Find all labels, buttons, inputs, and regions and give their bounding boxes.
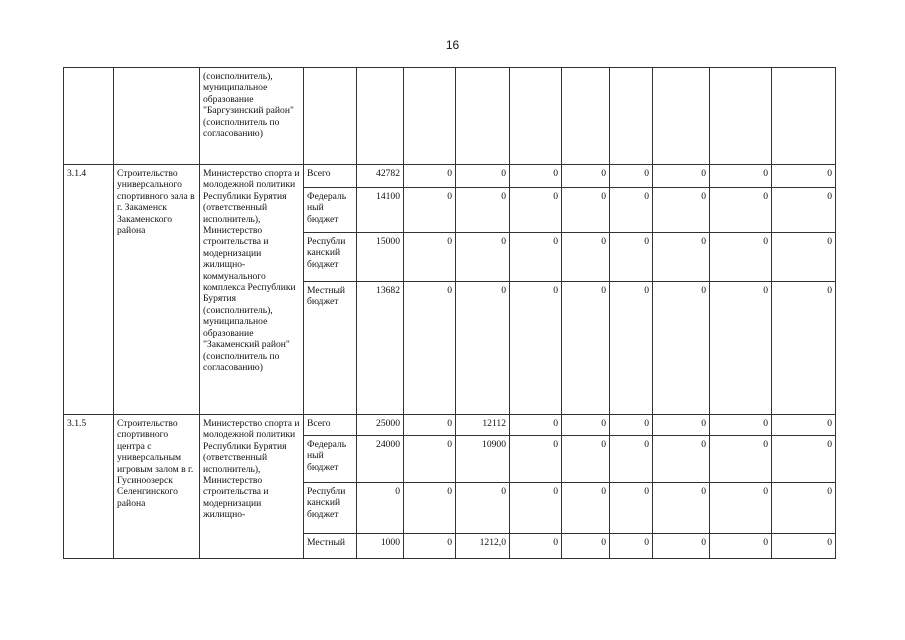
value-cell: 15000 xyxy=(357,233,404,282)
value-cell: 0 xyxy=(404,436,456,483)
value-cell: 0 xyxy=(710,415,772,436)
value-cell: 0 xyxy=(610,282,653,415)
value-cell: 0 xyxy=(357,483,404,534)
value-cell: 0 xyxy=(404,188,456,233)
table-row xyxy=(64,415,836,436)
empty-cell xyxy=(510,68,562,165)
value-cell: 0 xyxy=(404,233,456,282)
value-cell: 0 xyxy=(562,436,610,483)
value-cell: 0 xyxy=(510,233,562,282)
empty-cell xyxy=(404,68,456,165)
item-code-cell: 3.1.5 xyxy=(64,415,114,559)
item-code-cell xyxy=(64,68,114,165)
funding-source-cell: Федераль ный бюджет xyxy=(304,188,357,233)
funding-source-cell: Всего xyxy=(304,415,357,436)
value-cell: 0 xyxy=(456,233,510,282)
value-cell: 0 xyxy=(456,165,510,188)
value-cell: 0 xyxy=(404,282,456,415)
empty-cell xyxy=(304,68,357,165)
value-cell: 0 xyxy=(610,165,653,188)
value-cell: 10900 xyxy=(456,436,510,483)
value-cell: 0 xyxy=(710,165,772,188)
value-cell: 0 xyxy=(610,188,653,233)
value-cell: 0 xyxy=(710,233,772,282)
budget-table xyxy=(63,67,836,559)
value-cell: 0 xyxy=(610,534,653,559)
empty-cell xyxy=(710,68,772,165)
value-cell: 0 xyxy=(653,188,710,233)
value-cell: 0 xyxy=(510,188,562,233)
empty-cell xyxy=(610,68,653,165)
value-cell: 0 xyxy=(610,436,653,483)
value-cell: 0 xyxy=(772,436,836,483)
table-row xyxy=(64,165,836,188)
value-cell: 0 xyxy=(772,165,836,188)
responsible-cell: Министерство спорта и молодежной политики Республики Бурятия (ответственный исполнитель), Министерство строительства и модернизации жилищно-коммунального комплекса Республики Бурятия (соисполнитель), муниципальное образование "Закаменский район" (соисполнитель по согласованию) xyxy=(200,165,304,415)
empty-cell xyxy=(772,68,836,165)
item-name-cell: Строительство спортивного центра с универсальным игровым залом в г. Гусиноозерск Селенгинского района xyxy=(114,415,200,559)
value-cell: 0 xyxy=(610,233,653,282)
value-cell: 0 xyxy=(653,483,710,534)
value-cell: 0 xyxy=(653,233,710,282)
value-cell: 0 xyxy=(510,165,562,188)
value-cell: 0 xyxy=(772,282,836,415)
page-number: 16 xyxy=(445,38,460,52)
value-cell: 0 xyxy=(610,415,653,436)
value-cell: 14100 xyxy=(357,188,404,233)
empty-cell xyxy=(357,68,404,165)
value-cell: 0 xyxy=(710,436,772,483)
value-cell: 0 xyxy=(710,282,772,415)
item-code-cell: 3.1.4 xyxy=(64,165,114,415)
funding-source-cell: Республи канский бюджет xyxy=(304,233,357,282)
value-cell: 1000 xyxy=(357,534,404,559)
value-cell: 0 xyxy=(653,534,710,559)
empty-cell xyxy=(562,68,610,165)
value-cell: 0 xyxy=(653,436,710,483)
value-cell: 0 xyxy=(653,415,710,436)
value-cell: 0 xyxy=(510,282,562,415)
value-cell: 0 xyxy=(562,188,610,233)
value-cell: 0 xyxy=(562,282,610,415)
funding-source-cell: Федераль ный бюджет xyxy=(304,436,357,483)
value-cell: 0 xyxy=(772,415,836,436)
value-cell: 0 xyxy=(653,165,710,188)
item-name-cell: Строительство универсального спортивного зала в г. Закаменск Закаменского района xyxy=(114,165,200,415)
value-cell: 12112 xyxy=(456,415,510,436)
value-cell: 0 xyxy=(610,483,653,534)
value-cell: 0 xyxy=(456,282,510,415)
value-cell: 0 xyxy=(510,534,562,559)
value-cell: 0 xyxy=(562,483,610,534)
funding-source-cell: Местный xyxy=(304,534,357,559)
funding-source-cell: Республи канский бюджет xyxy=(304,483,357,534)
table-body xyxy=(64,68,836,559)
value-cell: 0 xyxy=(510,436,562,483)
funding-source-cell: Местный бюджет xyxy=(304,282,357,415)
value-cell: 24000 xyxy=(357,436,404,483)
responsible-cell: (соисполнитель), муниципальное образование "Баргузинский район" (соисполнитель по согласованию) xyxy=(200,68,304,165)
value-cell: 0 xyxy=(510,415,562,436)
value-cell: 0 xyxy=(653,282,710,415)
value-cell: 0 xyxy=(562,233,610,282)
value-cell: 0 xyxy=(710,483,772,534)
value-cell: 0 xyxy=(772,188,836,233)
item-name-cell xyxy=(114,68,200,165)
value-cell: 0 xyxy=(772,483,836,534)
value-cell: 0 xyxy=(404,483,456,534)
value-cell: 0 xyxy=(404,415,456,436)
value-cell: 25000 xyxy=(357,415,404,436)
value-cell: 0 xyxy=(456,483,510,534)
value-cell: 0 xyxy=(404,534,456,559)
value-cell: 0 xyxy=(772,233,836,282)
value-cell: 0 xyxy=(510,483,562,534)
empty-cell xyxy=(456,68,510,165)
value-cell: 1212,0 xyxy=(456,534,510,559)
value-cell: 0 xyxy=(404,165,456,188)
value-cell: 13682 xyxy=(357,282,404,415)
value-cell: 0 xyxy=(562,534,610,559)
table-row xyxy=(64,68,836,165)
value-cell: 0 xyxy=(456,188,510,233)
value-cell: 0 xyxy=(562,165,610,188)
value-cell: 0 xyxy=(772,534,836,559)
value-cell: 0 xyxy=(710,188,772,233)
value-cell: 42782 xyxy=(357,165,404,188)
responsible-cell: Министерство спорта и молодежной политики Республики Бурятия (ответственный исполнитель), Министерство строительства и модернизации жилищно- xyxy=(200,415,304,559)
funding-source-cell: Всего xyxy=(304,165,357,188)
empty-cell xyxy=(653,68,710,165)
value-cell: 0 xyxy=(562,415,610,436)
value-cell: 0 xyxy=(710,534,772,559)
